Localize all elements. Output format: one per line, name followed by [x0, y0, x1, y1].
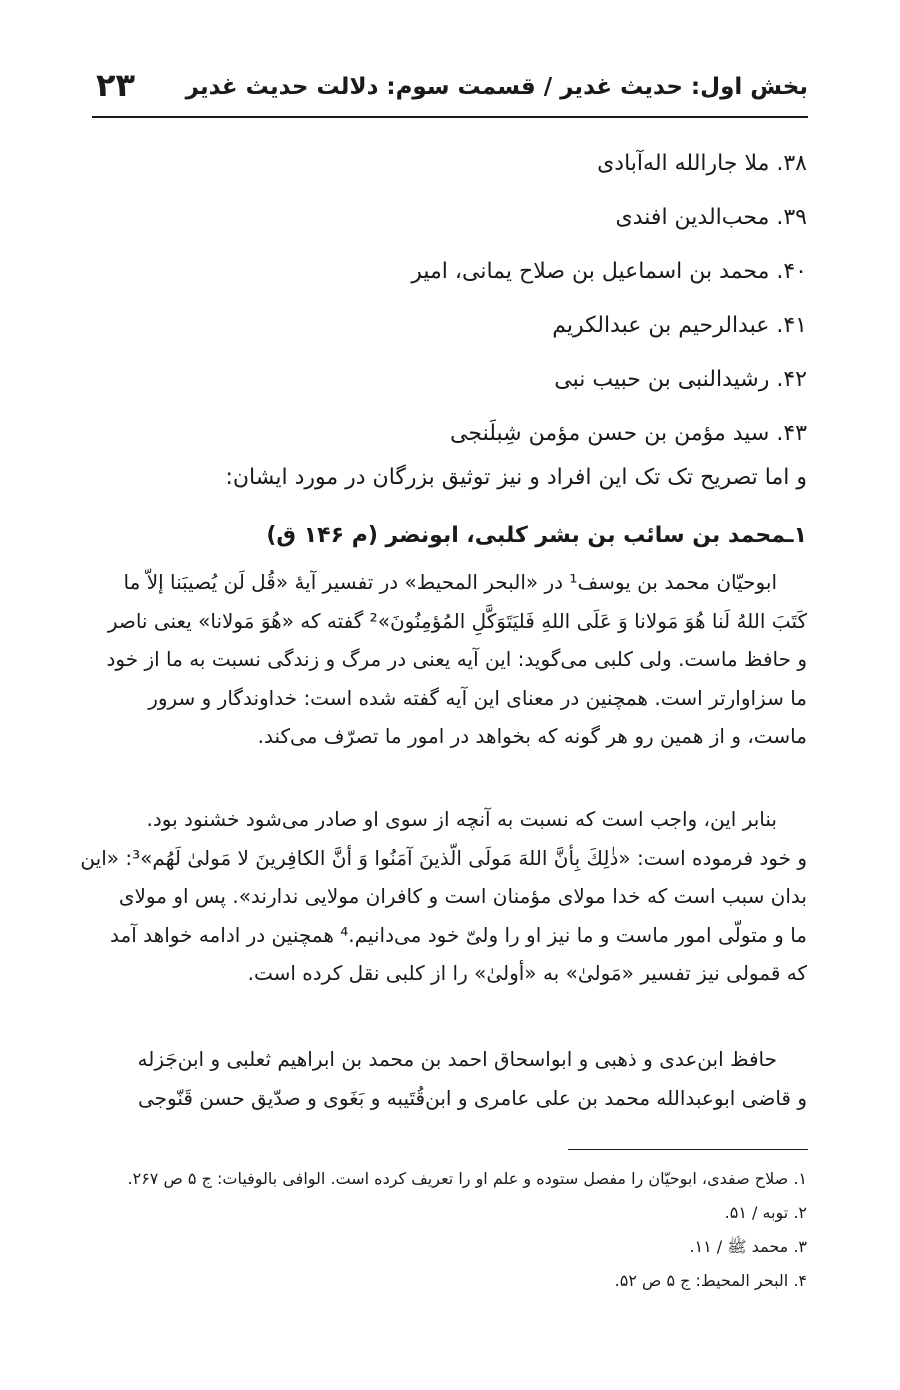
footnote-separator	[568, 1149, 808, 1150]
list-item: ۳۹. محب‌الدین افندی	[615, 205, 807, 230]
text-line: و خود فرموده است: «ذٰلِكَ بِأنَّ اللهَ مَولَی الّذینَ آمَنُوا وَ أنَّ الکافِرینَ لا مَولیٰ لَهُم»³: «این	[80, 845, 807, 870]
text-line: ما و متولّی امور ماست و ما نیز او را ولیّ خود می‌دانیم.⁴ همچنین در ادامه خواهد آمد	[110, 922, 807, 947]
footnote: ۲. توبه / ۵۱.	[724, 1203, 807, 1222]
text-line: و قاضی ابوعبدالله محمد بن علی عامری و ابن‌قُتَیبه و بَغَوی و صدّیق حسن قَنّوجی	[137, 1085, 807, 1110]
footnote: ۴. البحر المحیط: ج ۵ ص ۵۲.	[614, 1271, 807, 1290]
paragraph-1	[92, 563, 807, 756]
text-line: بنابر این، واجب است که نسبت به آنچه از سوی او صادر می‌شود خشنود بود.	[146, 807, 777, 831]
header-title: بخش اول: حدیث غدیر / قسمت سوم: دلالت حدیث غدیر	[185, 74, 808, 100]
text-line: و حافظ ماست. ولی کلبی می‌گوید: این آیه یعنی در مرگ و زندگی نسبت به ما از خود	[106, 647, 807, 672]
text-line: ماست، و از همین رو هر گونه که بخواهد در امور ما تصرّف می‌کند.	[257, 724, 807, 749]
section-heading: ۱ـمحمد بن سائب بن بشر کلبی، ابونضر (م ۱۴۶ ق)	[266, 523, 807, 548]
text-line: ابوحیّان محمد بن یوسف¹ در «البحر المحیط» در تفسیر آیهٔ «قُل لَن یُصیبَنا إلاّ ما	[123, 570, 777, 594]
text-line: کَتَبَ اللهُ لَنا هُوَ مَولانا وَ عَلَی اللهِ فَلیَتَوَکَّلِ المُؤمِنُونَ»² گفته که «هُوَ مَولانا» یعنی ناصر	[107, 608, 807, 633]
footnote: ۱. صلاح صفدی، ابوحیّان را مفصل ستوده و علم او را تعریف کرده است. الوافی بالوفیات: ج ۵ ص ۲۶۷.	[127, 1169, 807, 1188]
list-item: ۴۲. رشیدالنبی بن حبیب نبی	[554, 367, 807, 392]
intro-sentence: و اما تصریح تک تک این افراد و نیز توثیق بزرگان در مورد ایشان:	[225, 465, 807, 490]
list-item: ۴۳. سید مؤمن بن حسن مؤمن شِبلَنجی	[450, 421, 807, 446]
footnotes	[92, 1162, 807, 1298]
list-item: ۴۰. محمد بن اسماعیل بن صلاح یمانی، امیر	[411, 259, 807, 284]
paragraph-2	[80, 800, 807, 993]
paragraph-3	[92, 1040, 807, 1117]
text-line: بدان سبب است که خدا مولای مؤمنان است و کافران مولایی ندارند». پس او مولای	[118, 884, 807, 909]
text-line: ما سزاوارتر است. همچنین در معنای این آیه گفته شده است: خداوندگار و سرور	[148, 685, 807, 710]
scholars-list	[92, 140, 807, 464]
list-item: ۳۸. ملا جارالله اله‌آبادی	[597, 151, 807, 176]
text-line: که قمولی نیز تفسیر «مَولیٰ» به «أولیٰ» را از کلبی نقل کرده است.	[247, 961, 807, 986]
running-header	[92, 66, 808, 118]
page-number: ۲۳	[96, 66, 136, 104]
footnote: ۳. محمد ﷺ / ۱۱.	[689, 1237, 807, 1256]
text-line: حافظ ابن‌عدی و ذهبی و ابواسحاق احمد بن محمد بن ابراهیم ثعلبی و ابن‌جَزله	[137, 1047, 777, 1071]
list-item: ۴۱. عبدالرحیم بن عبدالکریم	[552, 313, 807, 338]
